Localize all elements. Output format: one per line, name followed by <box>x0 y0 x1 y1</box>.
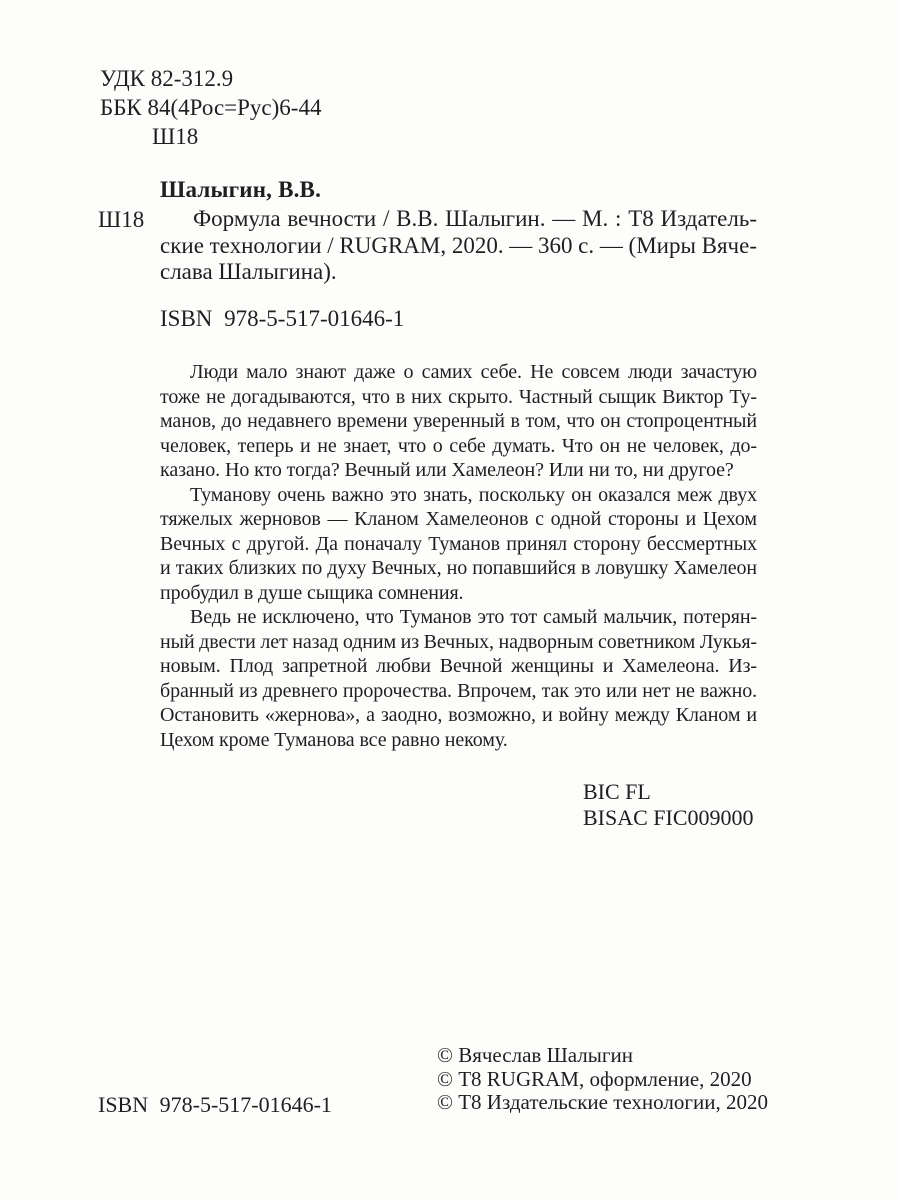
text-line: манов, до недавнего времени уверенный в том, что он стопроцентный <box>160 410 757 432</box>
author-sign-line: Ш18 <box>152 124 199 149</box>
classification-block <box>100 64 321 151</box>
text-line: ный двести лет назад одним из Вечных, надворным советником Лукья- <box>160 630 757 653</box>
text-line: тоже не догадываются, что в них скрыто. Частный сыщик Виктор Ту- <box>160 385 757 408</box>
text-line: Вечных с другой. Да поначалу Туманов принял сторону бессмертных <box>160 532 757 555</box>
footer-isbn-line: ISBN 978-5-517-01646-1 <box>98 1092 332 1117</box>
isbn-line: ISBN 978-5-517-01646-1 <box>160 306 405 331</box>
copyright-line: © Вячеслав Шалыгин <box>437 1043 633 1067</box>
text-line: новым. Плод запретной любви Вечной женщины и Хамелеона. Из- <box>160 655 757 677</box>
catalog-entry <box>160 206 757 286</box>
catalog-author: Шалыгин, В.В. <box>160 177 322 202</box>
text-line: бранный из древнего пророчества. Впрочем, так это или нет не важно. <box>160 679 757 702</box>
copyright-line: © Т8 RUGRAM, оформление, 2020 <box>437 1066 752 1091</box>
bic-code: BIC FL <box>583 779 651 804</box>
annotation-paragraph <box>160 605 757 752</box>
catalog-line: ские технологии / RUGRAM, 2020. — 360 с. — (Миры Вяче- <box>160 232 757 258</box>
annotation-paragraph <box>160 483 757 606</box>
annotation-paragraph <box>160 360 757 483</box>
copyright-line: © Т8 Издательские технологии, 2020 <box>437 1090 768 1114</box>
text-line: пробудил в душе сыщика сомнения. <box>160 581 464 604</box>
text-line: Цехом кроме Туманова все равно некому. <box>160 728 508 751</box>
text-line: Туманову очень важно это знать, поскольку он оказался меж двух <box>190 483 757 506</box>
bbk-line: ББК 84(4Рос=Рус)6-44 <box>100 95 322 120</box>
annotation-block <box>160 360 757 752</box>
udk-line: УДК 82-312.9 <box>100 66 234 91</box>
copyright-block <box>437 1044 768 1115</box>
text-line: тяжелых жерновов — Кланом Хамелеонов с одной стороны и Цехом <box>160 508 757 530</box>
text-line: Ведь не исключено, что Туманов это тот самый мальчик, потерян- <box>190 606 757 628</box>
trade-codes-block <box>583 779 754 831</box>
text-line: Люди мало знают даже о самих себе. Не совсем люди зачастую <box>190 361 757 383</box>
text-line: человек, теперь и не знает, что о себе думать. Что он не человек, до- <box>160 434 757 457</box>
catalog-line: слава Шалыгина). <box>160 259 337 284</box>
text-line: казано. Но кто тогда? Вечный или Хамелеон? Или ни то, ни другое? <box>160 459 734 481</box>
catalog-line: Формула вечности / В.В. Шалыгин. — М. : Т8 Издатель- <box>193 206 757 231</box>
text-line: Остановить «жернова», а заодно, возможно, и войну между Кланом и <box>160 704 757 726</box>
catalog-entry-code: Ш18 <box>98 207 145 232</box>
bisac-code: BISAC FIC009000 <box>583 805 754 830</box>
text-line: и таких близких по духу Вечных, но попавшийся в ловушку Хамелеон <box>160 557 757 579</box>
